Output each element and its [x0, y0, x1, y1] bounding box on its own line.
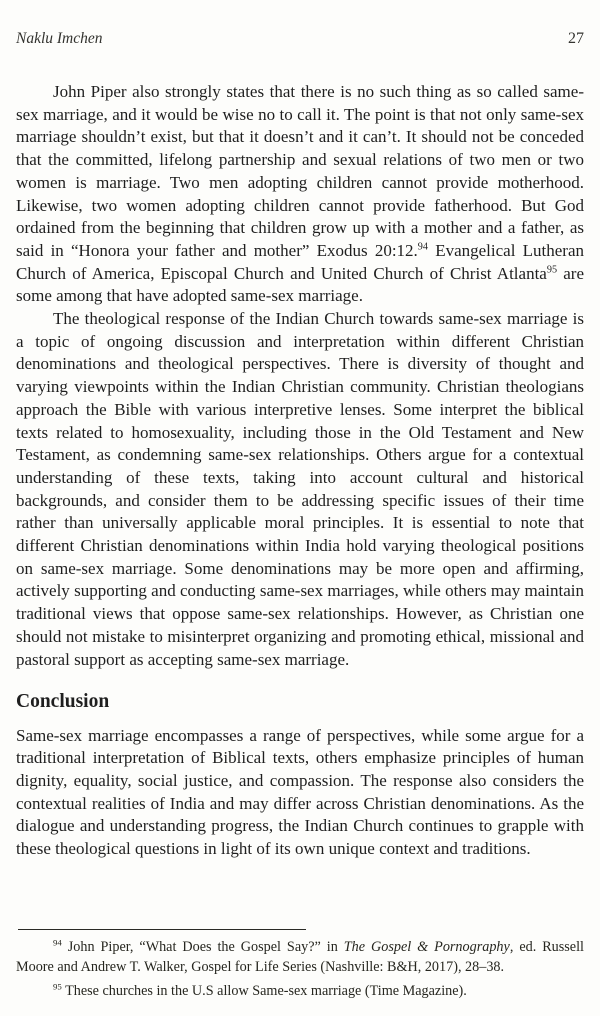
footnote-marker: 95 — [53, 980, 62, 991]
footnote-reference: 94 — [417, 241, 428, 253]
page-number: 27 — [568, 30, 584, 47]
conclusion-heading: Conclusion — [16, 691, 110, 713]
footnote-reference: 95 — [546, 263, 558, 275]
footnotes-section — [16, 929, 584, 1005]
running-head-author: Naklu Imchen — [16, 30, 103, 47]
running-header — [16, 30, 584, 48]
body-paragraph: The theological response of the Indian Church towards same-sex marriage is a topic of ongoing discussion and interpretation within different Christian denominations and theological perspectives. There is diversity of thought and varying viewpoints within the Indian Christian community. Christian theologians approach the Bible with various interpretive lenses. Some interpret the biblical texts related to homosexuality, including those in the Old Testament and New Testament, as condemning same-sex relationships. Others argue for a contextual understanding of these texts, taking into account cultural and historical backgrounds, and consider them to be addressing specific issues of their time rather than universally applicable moral principles. It is essential to note that different Christian denominations within India hold varying theological positions on same-sex marriage. Some denominations may be more open and affirming, actively supporting and conducting same-sex marriages, while others may maintain traditional views that oppose same-sex relationships. However, as Christian one should not mistake to misinterpret organizing and promoting ethical, missional and pastoral support as accepting same-sex marriage. — [16, 309, 584, 669]
article-body — [16, 81, 584, 671]
footnote: $^{94}$ John Piper, “What Does the Gospel Say?” in The Gospel & Pornography, ed. Russell Moore and Andrew T. Walker, Gospel for Life Series (Nashville: B&H, 2017), 28–38. — [16, 936, 584, 975]
footnote-marker: 94 — [53, 936, 62, 947]
footnote-separator — [18, 929, 306, 930]
conclusion-body — [16, 725, 584, 861]
body-paragraph: John Piper also strongly states that there is no such thing as so called same-sex marriage, and it would be wise no to call it. The point is that not only same-sex marriage shouldn’t exist, but that it doesn’t and it can’t. It should not be conceded that the committed, lifelong partnership and sexual relations of two men or two women is marriage. Two men adopting children cannot provide motherhood. Likewise, two women adopting children cannot provide fatherhood. But God ordained from the beginning that children grow up with a mother and a father, as said in “Honora your father and mother” Exodus 20:12.94 Evangelical Lutheran Church of America, Episcopal Church and United Church of Christ Atlanta$^{95}$ are some among that have adopted same-sex marriage. — [16, 82, 584, 306]
footnotes-list — [16, 937, 584, 1002]
footnote: $^{95}$ These churches in the U.S allow Same-sex marriage (Time Magazine). — [53, 980, 467, 999]
conclusion-paragraph: Same-sex marriage encompasses a range of perspectives, while some argue for a traditional interpretation of Biblical texts, others emphasize principles of human dignity, equality, social justice, and compassion. The response also considers the contextual realities of India and may differ across Christian denominations. As the dialogue and understanding progress, the Indian Church continues to grapple with these theological questions in light of its own unique context and traditions. — [16, 725, 584, 859]
